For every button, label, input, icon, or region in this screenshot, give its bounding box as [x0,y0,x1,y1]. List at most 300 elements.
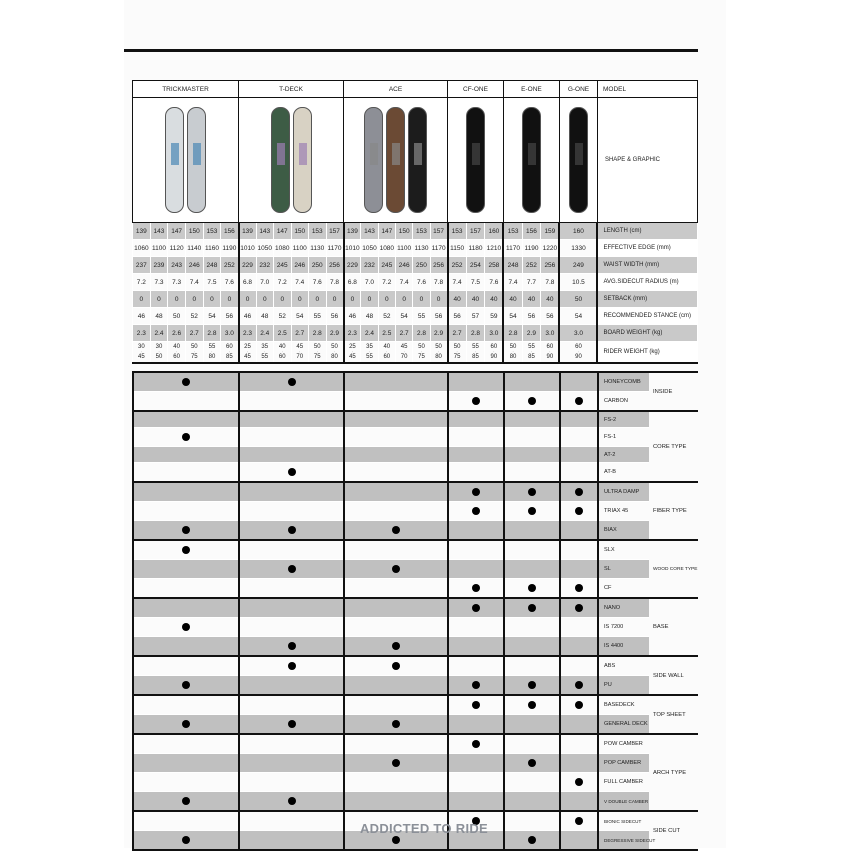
bullet-dot-icon [392,565,400,573]
feature-cell [504,773,560,792]
rider-weight-min: 30 [155,344,163,350]
feature-cell [239,579,344,599]
feature-cell [133,715,239,735]
spec-value: 40 [448,291,467,308]
spec-value: 256 [430,257,447,274]
spec-value: 1220 [541,240,560,257]
spec-value: 7.0 [361,274,378,291]
feature-cell [239,773,344,792]
feature-cell [344,502,448,521]
feature-item-label: BIONIC SIDECUT [598,811,649,831]
spec-value: 159 [541,223,560,240]
feature-cell [239,521,344,541]
spec-value: 1100 [150,240,168,257]
spec-value: 1170 [430,240,447,257]
feature-cell [239,598,344,618]
rider-weight-max: 75 [313,353,321,360]
spec-value: 1330 [559,240,597,257]
spec-value: 147 [378,223,395,240]
board-images [239,98,344,223]
feature-item-label: GENERAL DECK [598,715,649,735]
rider-weight-range [291,342,309,364]
spec-value: 157 [430,223,447,240]
model-name: CF-ONE [448,81,504,98]
model-header-row [133,81,698,98]
spec-value: 150 [291,223,309,240]
feature-item-label: HONEYCOMB [598,372,649,392]
feature-cell [560,392,598,412]
feature-cell [133,676,239,696]
feature-row [133,463,698,483]
range-separator: ˈ [474,349,477,355]
spec-value: 2.7 [185,325,203,342]
spec-value: 7.3 [168,274,186,291]
spec-value: 2.8 [203,325,221,342]
rider-weight-max: 80 [509,353,517,360]
spec-value: 48 [256,308,274,325]
feature-cell [239,560,344,579]
spec-row [133,223,698,240]
bullet-dot-icon [575,507,583,515]
board-graphic [472,143,480,165]
spec-value: 7.8 [541,274,560,291]
feature-cell [133,560,239,579]
range-separator: ˈ [351,349,354,355]
bullet-dot-icon [575,584,583,592]
rider-weight-range [221,342,239,364]
spec-value: 7.2 [133,274,151,291]
rider-weight-min: 55 [472,344,479,350]
snowboard-image [364,107,383,213]
feature-cell [504,482,560,502]
spec-value: 250 [309,257,327,274]
feature-cell [344,540,448,560]
feature-cell [448,482,504,502]
feature-cell [239,447,344,463]
spec-value: 139 [133,223,151,240]
bullet-dot-icon [575,701,583,709]
spec-value: 250 [413,257,430,274]
spec-value: 139 [344,223,361,240]
range-separator: ˈ [228,349,231,355]
spec-value: 7.7 [522,274,541,291]
feature-item-label: PU [598,676,649,696]
spec-value: 249 [559,257,597,274]
feature-cell [504,579,560,599]
bullet-dot-icon [182,720,190,728]
bullet-dot-icon [288,468,296,476]
rider-weight-range [239,342,257,364]
boards-wrap [344,98,447,222]
bullet-dot-icon [182,378,190,386]
spec-value: 56 [541,308,560,325]
spec-value: 3.0 [559,325,597,342]
feature-cell [560,676,598,696]
spec-value: 2.5 [378,325,395,342]
feature-item-label: SL [598,560,649,579]
feature-cell [133,411,239,428]
spec-value: 2.7 [448,325,467,342]
bullet-dot-icon [575,604,583,612]
feature-cell [560,540,598,560]
spec-value: 246 [185,257,203,274]
feature-cell [239,715,344,735]
model-name: TRICKMASTER [133,81,239,98]
range-separator: ˈ [140,349,142,355]
rider-weight-range [430,342,447,364]
feature-cell [504,463,560,483]
feature-cell [448,598,504,618]
feature-cell [448,411,504,428]
spec-value: 0 [378,291,395,308]
snowboard-image [386,107,405,213]
feature-cell [133,392,239,412]
spec-value: 0 [274,291,292,308]
spec-value: 0 [221,291,239,308]
bullet-dot-icon [182,681,190,689]
spec-label: RIDER WEIGHT (kg) [597,342,697,364]
snowboard-image [293,107,312,213]
feature-cell [504,428,560,447]
feature-cell [448,540,504,560]
spec-value: 40 [541,291,560,308]
rider-weight-min: 50 [418,344,425,350]
spec-value: 7.6 [485,274,504,291]
spec-value: 1080 [274,240,292,257]
spec-value: 143 [361,223,378,240]
spec-value: 0 [133,291,151,308]
spec-value: 156 [522,223,541,240]
feature-item-label: BASEDECK [598,695,649,715]
feature-row [133,656,698,676]
feature-cell [560,372,598,392]
spec-row [133,274,698,291]
spec-value: 2.4 [150,325,168,342]
spec-value: 48 [361,308,378,325]
spec-value: 2.4 [361,325,378,342]
bullet-dot-icon [392,720,400,728]
spec-value: 153 [203,223,221,240]
spec-value: 2.8 [309,325,327,342]
rider-weight-max: 50 [155,353,163,360]
spec-value: 50 [559,291,597,308]
spec-value: 1120 [168,240,186,257]
snowboard-image [408,107,427,213]
spec-value: 232 [361,257,378,274]
feature-cell [504,560,560,579]
bullet-dot-icon [182,836,190,844]
spec-value: 54 [203,308,221,325]
spec-row [133,291,698,308]
spec-value: 0 [430,291,447,308]
range-separator: ˈ [512,349,514,355]
board-images [559,98,597,223]
feature-cell [560,656,598,676]
feature-cell [560,637,598,657]
feature-cell [504,521,560,541]
feature-group-label: CORE TYPE [649,411,698,482]
snowboard-image [522,107,541,213]
feature-item-label: CF [598,579,649,599]
rider-weight-min: 50 [331,344,338,350]
bullet-dot-icon [182,797,190,805]
spec-value: 56 [430,308,447,325]
feature-cell [133,482,239,502]
feature-cell [504,792,560,812]
feature-row [133,598,698,618]
spec-label: BOARD WEIGHT (kg) [597,325,697,342]
feature-cell [560,792,598,812]
spec-value: 157 [326,223,344,240]
feature-cell [133,695,239,715]
bullet-dot-icon [528,604,536,612]
spec-value: 7.2 [378,274,395,291]
spec-value: 1080 [378,240,395,257]
spec-value: 56 [522,308,541,325]
spec-value: 1160 [203,240,221,257]
feature-item-label: AT-2 [598,447,649,463]
feature-cell [239,540,344,560]
feature-cell [504,754,560,773]
rider-weight-min: 50 [453,344,461,350]
feature-cell [133,428,239,447]
feature-cell [448,676,504,696]
snowboard-image [165,107,184,213]
bullet-dot-icon [472,584,480,592]
feature-item-label: BIAX [598,521,649,541]
spec-value: 0 [344,291,361,308]
board-graphic [277,143,285,165]
range-separator: ˈ [158,349,160,355]
spec-value: 56 [326,308,344,325]
rider-weight-max: 90 [546,353,554,360]
feature-cell [344,463,448,483]
rider-weight-max: 75 [453,353,461,360]
feature-item-label: IS 7200 [598,618,649,637]
feature-cell [344,598,448,618]
bullet-dot-icon [472,488,480,496]
spec-value: 153 [448,223,467,240]
feature-cell [504,656,560,676]
range-separator: ˈ [299,349,301,355]
feature-cell [448,579,504,599]
spec-value: 3.0 [221,325,239,342]
spec-value: 7.4 [503,274,522,291]
feature-cell [448,695,504,715]
bullet-dot-icon [472,701,480,709]
feature-row [133,637,698,657]
spec-value: 6.8 [239,274,257,291]
board-images [344,98,448,223]
rider-weight-range [361,342,378,364]
feature-row [133,428,698,447]
feature-cell [344,695,448,715]
board-graphic [193,143,201,165]
range-separator: ˈ [368,349,371,355]
rider-weight-min: 25 [244,344,251,350]
feature-row [133,695,698,715]
rider-weight-range [150,342,168,364]
feature-cell [239,618,344,637]
spec-value: 3.0 [485,325,504,342]
feature-cell [448,447,504,463]
feature-cell [560,560,598,579]
feature-row [133,715,698,735]
feature-cell [504,695,560,715]
spec-value: 0 [326,291,344,308]
feature-cell [448,734,504,754]
feature-row [133,792,698,812]
bullet-dot-icon [472,604,480,612]
rider-weight-max: 80 [435,353,442,360]
feature-row [133,579,698,599]
rider-weight-max: 45 [244,353,251,360]
feature-row [133,754,698,773]
bullet-dot-icon [392,526,400,534]
feature-cell [133,521,239,541]
spec-value: 40 [466,291,485,308]
spec-value: 7.6 [413,274,430,291]
spec-value: 7.4 [395,274,412,291]
feature-group-label: TOP SHEET [649,695,698,734]
spec-value: 46 [133,308,151,325]
spec-value: 1010 [344,240,361,257]
board-images [503,98,559,223]
feature-cell [448,392,504,412]
rider-weight-min: 30 [137,344,145,350]
feature-cell [448,521,504,541]
spec-value: 143 [150,223,168,240]
feature-cell [560,734,598,754]
bullet-dot-icon [392,836,400,844]
feature-cell [560,598,598,618]
feature-cell [560,754,598,773]
feature-cell [344,560,448,579]
spec-value: 1010 [239,240,257,257]
spec-label: AVG.SIDECUT RADIUS (m) [597,274,697,291]
range-separator: ˈ [456,349,458,355]
range-separator: ˈ [264,349,266,355]
spec-value: 54 [395,308,412,325]
spec-value: 143 [256,223,274,240]
rider-weight-range [326,342,344,364]
bullet-dot-icon [472,507,480,515]
feature-cell [239,656,344,676]
feature-cell [239,754,344,773]
feature-row [133,734,698,754]
feature-row [133,372,698,392]
feature-cell [133,656,239,676]
feature-cell [560,773,598,792]
feature-cell [448,372,504,392]
bullet-dot-icon [528,681,536,689]
spec-value: 46 [239,308,257,325]
rider-weight-range [413,342,430,364]
spec-value: 7.0 [256,274,274,291]
feature-cell [504,637,560,657]
rider-weight-max: 85 [472,353,479,360]
feature-cell [504,598,560,618]
feature-item-label: POW CAMBER [598,734,649,754]
range-separator: ˈ [493,349,495,355]
board-graphic [414,143,422,165]
feature-cell [504,676,560,696]
spec-value: 54 [291,308,309,325]
spec-value: 239 [150,257,168,274]
feature-cell [239,428,344,447]
feature-cell [448,754,504,773]
footer-slogan: ADDICTED TO RIDE [359,821,489,836]
bullet-dot-icon [575,397,583,405]
spec-value: 40 [485,291,504,308]
feature-cell [448,560,504,579]
model-name: T-DECK [239,81,344,98]
feature-cell [344,447,448,463]
board-graphic [528,143,536,165]
rider-weight-max: 90 [575,353,582,360]
spec-value: 248 [203,257,221,274]
bullet-dot-icon [288,642,296,650]
spec-value: 7.4 [448,274,467,291]
feature-item-label: NANO [598,598,649,618]
feature-row [133,482,698,502]
boards-wrap [133,98,238,222]
range-separator: ˈ [281,349,283,355]
spec-value: 0 [361,291,378,308]
feature-cell [133,463,239,483]
feature-cell [560,447,598,463]
range-separator: ˈ [549,349,551,355]
rider-weight-min: 45 [296,344,304,350]
bullet-dot-icon [472,681,480,689]
rider-weight-max: 55 [366,353,373,360]
range-separator: ˈ [577,349,580,355]
feature-group-label: ARCH TYPE [649,734,698,811]
rider-weight-range [203,342,221,364]
range-separator: ˈ [420,349,423,355]
rider-weight-max: 70 [296,353,304,360]
spec-value: 0 [291,291,309,308]
spec-value: 0 [395,291,412,308]
feature-cell [448,792,504,812]
spec-value: 52 [378,308,395,325]
feature-cell [560,695,598,715]
feature-cell [504,372,560,392]
bullet-dot-icon [528,836,536,844]
spec-value: 160 [559,223,597,240]
range-separator: ˈ [437,349,440,355]
spec-value: 0 [309,291,327,308]
spec-value: 232 [256,257,274,274]
spec-value: 1180 [466,240,485,257]
feature-table [132,371,698,851]
feature-group-label: SIDE CUT [649,811,698,850]
bullet-dot-icon [182,433,190,441]
spec-value: 147 [168,223,186,240]
feature-cell [448,618,504,637]
spec-value: 245 [274,257,292,274]
feature-cell [504,734,560,754]
spec-value: 3.0 [541,325,560,342]
feature-cell [344,372,448,392]
rider-weight-max: 45 [349,353,356,360]
feature-cell [504,447,560,463]
spec-value: 156 [221,223,239,240]
rider-weight-range [185,342,203,364]
bullet-dot-icon [528,584,536,592]
bullet-dot-icon [472,397,480,405]
feature-cell [344,754,448,773]
